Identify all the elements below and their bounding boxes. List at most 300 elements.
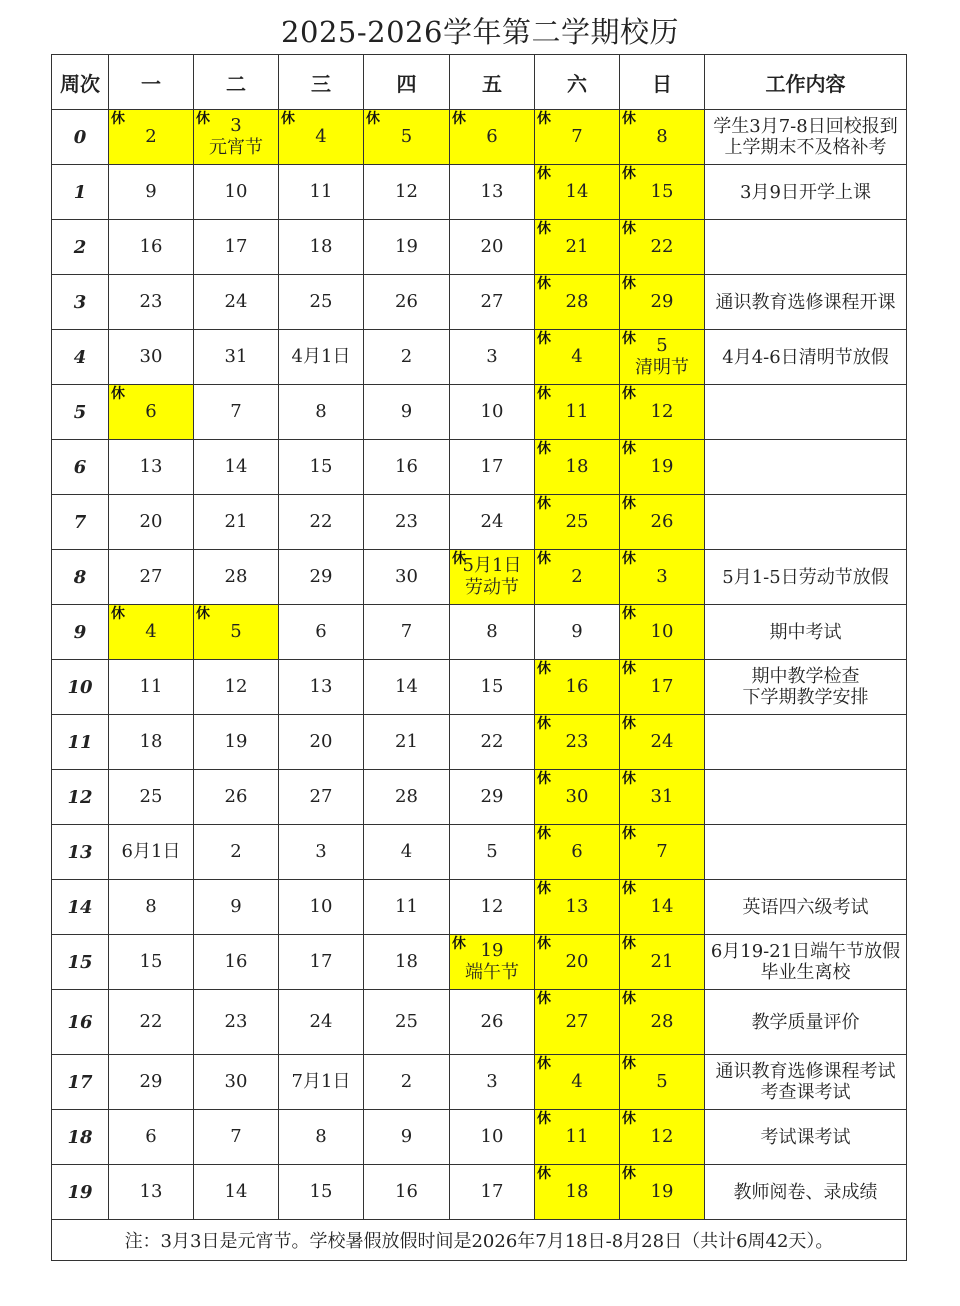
week-row xyxy=(52,1055,907,1110)
holiday-mark: 休 xyxy=(111,111,125,127)
day-number: 6月1日 xyxy=(121,841,181,862)
holiday-mark: 休 xyxy=(622,551,636,567)
day-number: 29 xyxy=(309,566,333,587)
day-number: 20 xyxy=(480,236,504,257)
day-number: 23 xyxy=(224,1011,248,1032)
day-cell xyxy=(535,330,620,385)
day-cell xyxy=(620,825,705,880)
week-row xyxy=(52,220,907,275)
day-number: 7 xyxy=(656,841,668,862)
day-cell xyxy=(279,1055,364,1110)
day-cell xyxy=(364,990,450,1055)
day-number: 23 xyxy=(395,511,418,532)
day-number: 15 xyxy=(309,1181,333,1202)
day-number: 10 xyxy=(309,896,333,917)
day-number: 7 xyxy=(571,126,583,147)
day-cell xyxy=(194,330,279,385)
day-number: 14 xyxy=(395,676,418,697)
day-number: 12 xyxy=(395,181,418,202)
week-number: 10 xyxy=(52,660,109,715)
day-number: 29 xyxy=(480,786,504,807)
day-number: 19 xyxy=(650,1181,674,1202)
day-cell xyxy=(109,1110,194,1165)
day-cell xyxy=(535,110,620,165)
day-cell xyxy=(450,770,535,825)
day-number: 30 xyxy=(224,1071,248,1092)
day-cell xyxy=(450,880,535,935)
holiday-mark: 休 xyxy=(537,331,551,347)
week-row xyxy=(52,385,907,440)
day-cell xyxy=(450,825,535,880)
work-content-cell xyxy=(705,110,907,165)
day-cell xyxy=(620,1110,705,1165)
day-number: 7 xyxy=(400,621,413,642)
day-number: 7 xyxy=(230,1126,242,1147)
work-content-cell xyxy=(705,1110,907,1165)
week-number: 12 xyxy=(52,770,109,825)
work-content-cell xyxy=(705,440,907,495)
work-content-cell xyxy=(705,605,907,660)
holiday-mark: 休 xyxy=(622,496,636,512)
day-number: 29 xyxy=(139,1071,163,1092)
day-number: 26 xyxy=(395,291,418,312)
day-number: 17 xyxy=(480,456,504,477)
holiday-mark: 休 xyxy=(537,1111,551,1127)
day-number: 5 xyxy=(400,126,413,147)
day-number: 13 xyxy=(565,896,589,917)
day-cell xyxy=(109,880,194,935)
day-number: 10 xyxy=(224,181,248,202)
holiday-mark: 休 xyxy=(537,661,551,677)
day-cell xyxy=(535,1055,620,1110)
header-sat: 六 xyxy=(535,55,620,110)
holiday-mark: 休 xyxy=(622,991,636,1007)
day-cell xyxy=(279,715,364,770)
holiday-mark: 休 xyxy=(537,276,551,292)
day-number: 26 xyxy=(224,786,248,807)
week-number: 0 xyxy=(52,110,109,165)
day-cell xyxy=(279,275,364,330)
day-cell xyxy=(364,935,450,990)
day-number: 25 xyxy=(565,511,589,532)
day-cell xyxy=(450,110,535,165)
day-cell xyxy=(279,1110,364,1165)
week-number: 13 xyxy=(52,825,109,880)
day-cell xyxy=(194,440,279,495)
day-cell xyxy=(279,770,364,825)
day-cell xyxy=(279,825,364,880)
day-number: 17 xyxy=(480,1181,504,1202)
holiday-mark: 休 xyxy=(622,716,636,732)
day-number: 14 xyxy=(224,1181,248,1202)
day-cell xyxy=(364,1110,450,1165)
work-content-cell xyxy=(705,165,907,220)
day-number: 14 xyxy=(565,181,589,202)
week-number: 8 xyxy=(52,550,109,605)
day-cell xyxy=(279,605,364,660)
day-number: 17 xyxy=(309,951,333,972)
header-tue: 二 xyxy=(194,55,279,110)
holiday-mark: 休 xyxy=(537,551,551,567)
day-cell xyxy=(194,550,279,605)
day-number: 25 xyxy=(395,1011,418,1032)
holiday-mark: 休 xyxy=(537,221,551,237)
day-number: 14 xyxy=(650,896,674,917)
week-number: 7 xyxy=(52,495,109,550)
day-number: 3 xyxy=(656,566,668,587)
day-cell xyxy=(279,660,364,715)
week-row xyxy=(52,440,907,495)
day-cell xyxy=(109,1165,194,1220)
day-number: 5 xyxy=(656,1071,668,1092)
holiday-mark: 休 xyxy=(622,386,636,402)
day-number: 26 xyxy=(480,1011,504,1032)
week-row xyxy=(52,110,907,165)
holiday-mark: 休 xyxy=(537,496,551,512)
day-number: 18 xyxy=(309,236,333,257)
day-cell xyxy=(109,990,194,1055)
holiday-mark: 休 xyxy=(622,606,636,622)
day-cell xyxy=(279,440,364,495)
day-cell xyxy=(279,165,364,220)
day-cell xyxy=(535,990,620,1055)
day-cell xyxy=(620,220,705,275)
work-content-line: 4月4-6日清明节放假 xyxy=(722,346,889,368)
day-number: 19 xyxy=(395,236,418,257)
work-content-line: 教师阅卷、录成绩 xyxy=(733,1181,878,1203)
day-cell xyxy=(364,715,450,770)
day-cell xyxy=(535,220,620,275)
day-cell xyxy=(194,880,279,935)
day-cell xyxy=(450,715,535,770)
day-cell xyxy=(364,495,450,550)
day-number: 4 xyxy=(571,346,583,367)
day-cell xyxy=(194,935,279,990)
day-cell xyxy=(109,440,194,495)
day-cell xyxy=(535,495,620,550)
day-number: 4 xyxy=(571,1071,583,1092)
day-number: 8 xyxy=(486,621,498,642)
week-row xyxy=(52,990,907,1055)
day-cell xyxy=(450,220,535,275)
day-number: 28 xyxy=(395,786,418,807)
day-number: 12 xyxy=(650,401,674,422)
day-number: 22 xyxy=(650,236,674,257)
work-content-line: 期中考试 xyxy=(769,621,842,643)
week-number: 11 xyxy=(52,715,109,770)
day-cell xyxy=(109,550,194,605)
school-calendar-table xyxy=(51,54,907,1261)
holiday-mark: 休 xyxy=(111,606,125,622)
day-cell xyxy=(535,770,620,825)
day-number: 3 xyxy=(315,841,327,862)
day-number: 11 xyxy=(139,676,163,697)
day-cell xyxy=(194,825,279,880)
day-cell xyxy=(620,660,705,715)
day-number: 6 xyxy=(571,841,583,862)
work-content-cell xyxy=(705,825,907,880)
day-cell xyxy=(194,770,279,825)
day-cell xyxy=(620,275,705,330)
day-number: 4月1日 xyxy=(291,346,351,367)
day-cell xyxy=(535,275,620,330)
day-cell xyxy=(450,1165,535,1220)
day-cell xyxy=(450,660,535,715)
week-number: 18 xyxy=(52,1110,109,1165)
day-number: 3 xyxy=(486,1071,498,1092)
day-number: 2 xyxy=(571,566,583,587)
day-number: 13 xyxy=(309,676,333,697)
day-number: 19 xyxy=(480,940,504,961)
day-cell xyxy=(450,1055,535,1110)
holiday-mark: 休 xyxy=(452,936,466,952)
day-number: 24 xyxy=(480,511,504,532)
day-number: 23 xyxy=(565,731,589,752)
week-number: 3 xyxy=(52,275,109,330)
day-cell xyxy=(109,935,194,990)
day-cell xyxy=(450,605,535,660)
day-number: 27 xyxy=(565,1011,589,1032)
work-content-line: 通识教育选修课程考试 xyxy=(715,1061,896,1082)
day-cell xyxy=(364,660,450,715)
work-content-line: 下学期教学安排 xyxy=(742,687,869,708)
day-number: 7月1日 xyxy=(291,1071,351,1092)
day-cell xyxy=(279,990,364,1055)
day-cell xyxy=(194,110,279,165)
day-number: 22 xyxy=(480,731,504,752)
day-cell xyxy=(109,825,194,880)
day-number: 2 xyxy=(145,126,157,147)
holiday-mark: 休 xyxy=(537,716,551,732)
day-number: 18 xyxy=(565,1181,589,1202)
header-wed: 三 xyxy=(279,55,364,110)
day-number: 11 xyxy=(395,896,418,917)
day-number: 25 xyxy=(309,291,333,312)
day-cell xyxy=(535,880,620,935)
day-number: 9 xyxy=(145,181,157,202)
day-cell xyxy=(364,880,450,935)
day-cell xyxy=(279,220,364,275)
week-row xyxy=(52,1165,907,1220)
day-cell xyxy=(109,110,194,165)
week-row xyxy=(52,715,907,770)
day-number: 6 xyxy=(145,401,157,422)
day-number: 22 xyxy=(139,1011,163,1032)
day-number: 21 xyxy=(650,951,674,972)
day-cell xyxy=(535,935,620,990)
holiday-mark: 休 xyxy=(537,166,551,182)
festival-label: 端午节 xyxy=(465,962,519,983)
work-content-line: 6月19-21日端午节放假 xyxy=(710,941,901,962)
day-cell xyxy=(535,1110,620,1165)
day-cell xyxy=(620,165,705,220)
holiday-mark: 休 xyxy=(622,881,636,897)
day-number: 24 xyxy=(224,291,248,312)
day-cell xyxy=(364,220,450,275)
holiday-mark: 休 xyxy=(622,221,636,237)
day-number: 16 xyxy=(395,1181,418,1202)
day-number: 30 xyxy=(395,566,418,587)
day-cell xyxy=(535,440,620,495)
holiday-mark: 休 xyxy=(622,1111,636,1127)
day-number: 7 xyxy=(230,401,242,422)
week-row xyxy=(52,1110,907,1165)
day-number: 9 xyxy=(571,621,583,642)
day-cell xyxy=(109,715,194,770)
work-content-cell xyxy=(705,495,907,550)
day-number: 11 xyxy=(309,181,333,202)
day-number: 28 xyxy=(650,1011,674,1032)
day-cell xyxy=(620,715,705,770)
day-number: 4 xyxy=(400,841,413,862)
day-cell xyxy=(620,385,705,440)
day-cell xyxy=(364,1055,450,1110)
day-cell xyxy=(364,605,450,660)
work-content-line: 上学期末不及格补考 xyxy=(724,137,887,158)
day-cell xyxy=(535,825,620,880)
day-number: 6 xyxy=(145,1126,157,1147)
holiday-mark: 休 xyxy=(537,386,551,402)
holiday-mark: 休 xyxy=(537,881,551,897)
day-cell xyxy=(279,1165,364,1220)
holiday-mark: 休 xyxy=(622,826,636,842)
day-cell xyxy=(109,660,194,715)
day-cell xyxy=(450,165,535,220)
day-number: 15 xyxy=(139,951,163,972)
day-number: 15 xyxy=(480,676,504,697)
day-number: 18 xyxy=(395,951,418,972)
week-number: 2 xyxy=(52,220,109,275)
day-cell xyxy=(450,990,535,1055)
day-cell xyxy=(450,330,535,385)
day-number: 20 xyxy=(309,731,333,752)
week-number: 9 xyxy=(52,605,109,660)
day-number: 30 xyxy=(565,786,589,807)
header-row xyxy=(52,55,907,110)
day-cell xyxy=(364,440,450,495)
day-number: 9 xyxy=(400,401,413,422)
work-content-line: 考查课考试 xyxy=(760,1082,851,1103)
day-cell xyxy=(279,330,364,385)
holiday-mark: 休 xyxy=(622,111,636,127)
header-week: 周次 xyxy=(52,55,109,110)
day-cell xyxy=(450,935,535,990)
day-cell xyxy=(109,385,194,440)
day-number: 26 xyxy=(650,511,674,532)
day-cell xyxy=(620,770,705,825)
work-content-cell xyxy=(705,275,907,330)
work-content-line: 期中教学检查 xyxy=(751,666,860,687)
day-cell xyxy=(364,165,450,220)
day-cell xyxy=(364,825,450,880)
day-number: 2 xyxy=(400,346,413,367)
day-cell xyxy=(535,605,620,660)
work-content-cell xyxy=(705,550,907,605)
day-cell xyxy=(620,110,705,165)
holiday-mark: 休 xyxy=(111,386,125,402)
day-cell xyxy=(279,935,364,990)
holiday-mark: 休 xyxy=(622,1166,636,1182)
work-content-cell xyxy=(705,880,907,935)
work-content-line: 教学质量评价 xyxy=(751,1011,860,1033)
day-cell xyxy=(620,1165,705,1220)
day-cell xyxy=(620,550,705,605)
day-cell xyxy=(620,880,705,935)
day-cell xyxy=(535,550,620,605)
day-cell xyxy=(279,550,364,605)
day-cell xyxy=(194,385,279,440)
day-cell xyxy=(364,385,450,440)
day-number: 3 xyxy=(230,115,242,136)
festival-label: 劳动节 xyxy=(465,577,519,598)
day-cell xyxy=(364,1165,450,1220)
day-cell xyxy=(194,990,279,1055)
day-number: 27 xyxy=(309,786,333,807)
day-number: 19 xyxy=(650,456,674,477)
day-number: 15 xyxy=(309,456,333,477)
day-cell xyxy=(535,1165,620,1220)
holiday-mark: 休 xyxy=(622,1056,636,1072)
day-number: 17 xyxy=(650,676,674,697)
day-number: 18 xyxy=(139,731,163,752)
day-cell xyxy=(194,275,279,330)
day-cell xyxy=(620,605,705,660)
work-content-line: 毕业生离校 xyxy=(760,962,851,983)
day-number: 12 xyxy=(480,896,504,917)
day-cell xyxy=(109,495,194,550)
day-number: 27 xyxy=(480,291,504,312)
day-number: 21 xyxy=(395,731,418,752)
week-row xyxy=(52,880,907,935)
day-cell xyxy=(109,330,194,385)
day-number: 28 xyxy=(565,291,589,312)
week-number: 1 xyxy=(52,165,109,220)
day-cell xyxy=(194,660,279,715)
holiday-mark: 休 xyxy=(452,111,466,127)
day-cell xyxy=(450,440,535,495)
day-cell xyxy=(109,275,194,330)
week-row xyxy=(52,165,907,220)
day-number: 2 xyxy=(400,1071,413,1092)
day-cell xyxy=(535,660,620,715)
day-number: 5 xyxy=(230,621,242,642)
day-cell xyxy=(620,495,705,550)
work-content-cell xyxy=(705,220,907,275)
day-number: 10 xyxy=(480,1126,504,1147)
header-mon: 一 xyxy=(109,55,194,110)
day-cell xyxy=(364,275,450,330)
header-fri: 五 xyxy=(450,55,535,110)
week-number: 6 xyxy=(52,440,109,495)
day-cell xyxy=(279,880,364,935)
work-content-cell xyxy=(705,660,907,715)
day-cell xyxy=(194,495,279,550)
day-number: 4 xyxy=(315,126,327,147)
day-number: 20 xyxy=(139,511,163,532)
work-content-line: 英语四六级考试 xyxy=(742,896,869,918)
day-number: 24 xyxy=(309,1011,333,1032)
holiday-mark: 休 xyxy=(622,936,636,952)
day-number: 2 xyxy=(230,841,242,862)
day-number: 8 xyxy=(315,1126,327,1147)
day-cell xyxy=(194,1165,279,1220)
footer-note: 注：3月3日是元宵节。学校暑假放假时间是2026年7月18日-8月28日（共计6周42天）。 xyxy=(52,1220,907,1261)
day-cell xyxy=(620,990,705,1055)
holiday-mark: 休 xyxy=(366,111,380,127)
day-cell xyxy=(279,495,364,550)
day-number: 16 xyxy=(395,456,418,477)
day-cell xyxy=(620,935,705,990)
